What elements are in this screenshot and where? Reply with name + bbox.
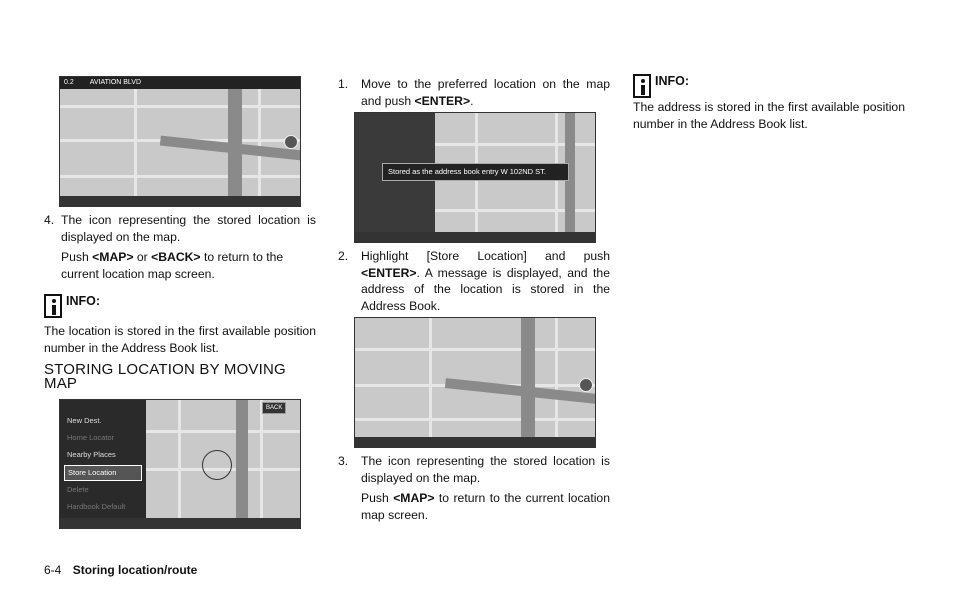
info-text-left: The location is stored in the first available position number in the Address Book list.: [44, 324, 316, 355]
map-screenshot-stored-icon: [59, 76, 301, 207]
section-heading: STORING LOCATION BY MOVING MAP: [44, 361, 286, 392]
menu-item-home-locator[interactable]: Home Locator: [67, 433, 115, 442]
page-footer: [44, 563, 197, 577]
distance-label: 0.2: [64, 79, 74, 86]
menu-panel: [60, 400, 146, 528]
menu-item-store-location[interactable]: Store Location: [64, 465, 142, 481]
map-key: <MAP>: [393, 491, 435, 505]
info-icon: [44, 294, 62, 318]
back-button[interactable]: BACK: [262, 402, 286, 414]
footer-title: Storing location/route: [72, 563, 198, 577]
menu-item-nearby-places[interactable]: Nearby Places: [67, 450, 116, 459]
step-4-text: The icon representing the stored location is displayed on the map.: [61, 213, 316, 244]
map-key: <MAP>: [92, 250, 134, 264]
step-3-push: Push <MAP> to return to the current location map screen.: [361, 491, 610, 522]
step-4-push: Push <MAP> or <BACK> to return to the current location map screen.: [61, 250, 284, 281]
map-screenshot-stored-message: [354, 112, 596, 243]
enter-key: <ENTER>: [414, 93, 471, 108]
step-3: 3. The icon representing the stored location is displayed on the map. Push <MAP> to return to the current location map screen.: [338, 454, 610, 522]
back-key: <BACK>: [151, 250, 201, 264]
enter-key: <ENTER>: [361, 265, 417, 280]
step-4: 4. The icon representing the stored location is displayed on the map. Push <MAP> or <BACK> to return to the current location map screen.: [44, 213, 316, 281]
stored-message-popup: Stored as the address book entry W 102ND ST.: [382, 163, 569, 181]
info-text-right: The address is stored in the first available position number in the Address Book list.: [633, 100, 905, 131]
menu-item-new-dest[interactable]: New Dest.: [67, 416, 102, 425]
step-2-text: Highlight [Store Location] and push <ENTER>. A message is displayed, and the address of the location is stored in the Address Book.: [361, 249, 610, 313]
info-heading-left: INFO:: [44, 294, 100, 318]
step-3-text: The icon representing the stored location is displayed on the map.: [361, 454, 610, 485]
map-screenshot-location-icon: [354, 317, 596, 448]
info-icon: [633, 74, 651, 98]
crosshair-icon: [202, 450, 232, 480]
menu-item-delete[interactable]: Delete: [67, 485, 89, 494]
menu-item-hardbook-default[interactable]: Hardbook Default: [67, 502, 126, 511]
step-1-text: Move to the preferred location on the map and push <ENTER>.: [361, 77, 610, 108]
map-screenshot-menu: [59, 399, 301, 529]
stored-location-icon: [284, 135, 298, 149]
step-1: 1. Move to the preferred location on the map and push <ENTER>.: [338, 77, 610, 108]
page-number: 6-4: [44, 563, 62, 577]
stored-location-icon: [579, 378, 593, 392]
map-street-bar: [60, 77, 300, 89]
info-heading-right: INFO:: [633, 74, 689, 98]
step-2: 2. Highlight [Store Location] and push <ENTER>. A message is displayed, and the address of the location is stored in the Address Book.: [338, 249, 610, 313]
street-label: AVIATION BLVD: [89, 79, 142, 86]
